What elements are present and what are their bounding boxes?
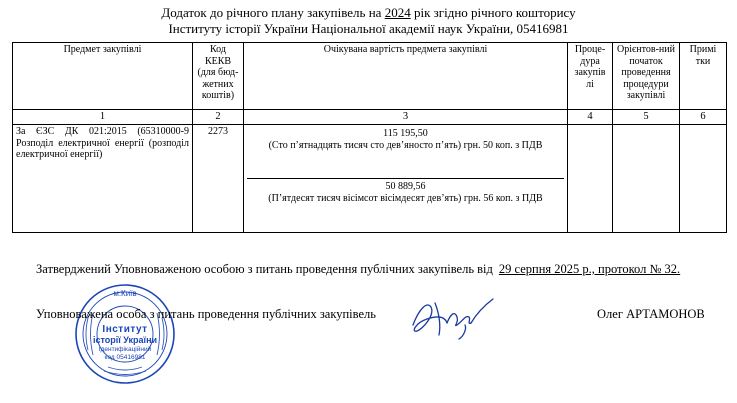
header-kekv: Код КЕКВ (для бюд-жетних коштів) bbox=[193, 43, 244, 110]
subject-cell: За ЄЗС ДК 021:2015 (65310000-9 Розподіл електричної енергії (розподіл електричної енергії) bbox=[13, 125, 193, 233]
title-prefix: Додаток до річного плану закупівель на bbox=[161, 5, 385, 20]
stamp-id-label: Ідентифікаційний bbox=[98, 346, 152, 353]
cost-entry-1 bbox=[247, 126, 564, 179]
cost-2-words: (П’ятдесят тисяч вісімсот вісімдесят дев’ять) грн. 56 коп. з ПДВ bbox=[268, 192, 543, 204]
header-subject: Предмет закупівлі bbox=[13, 43, 193, 110]
approval-date: 29 серпня 2025 р., протокол № 32. bbox=[498, 262, 681, 276]
title-year: 2024 bbox=[384, 5, 411, 20]
stamp-line-institute: Інститут bbox=[102, 324, 148, 335]
official-stamp bbox=[74, 283, 176, 385]
cost-1-amount: 115 195,50 bbox=[383, 128, 428, 139]
cost-entry-2 bbox=[247, 179, 564, 231]
stamp-line-history: історії України bbox=[92, 335, 158, 345]
title-suffix: рік згідно річного кошторису bbox=[410, 5, 576, 20]
cost-1-words: (Сто п’ятнадцять тисяч сто дев’яносто п’ять) грн. 50 коп. з ПДВ bbox=[268, 139, 543, 151]
approval-text: Затверджений Уповноваженою особою з питань проведення публічних закупівель від bbox=[36, 262, 493, 276]
start-cell bbox=[613, 125, 680, 233]
table-header-row bbox=[13, 43, 727, 110]
kekv-cell: 2273 bbox=[193, 125, 244, 233]
notes-cell bbox=[680, 125, 727, 233]
column-number: 2 bbox=[193, 110, 244, 125]
signatory-name: Олег АРТАМОНОВ bbox=[597, 307, 705, 321]
header-procedure: Проце-дура закупів лі bbox=[568, 43, 613, 110]
cost-2-amount: 50 889,56 bbox=[385, 181, 426, 192]
procurement-table bbox=[12, 42, 727, 233]
handwritten-signature-icon bbox=[405, 295, 500, 340]
column-number: 6 bbox=[680, 110, 727, 125]
cost-cell bbox=[244, 125, 568, 233]
approval-statement bbox=[36, 262, 736, 277]
column-number: 4 bbox=[568, 110, 613, 125]
document-title-line2: Інституту історії України Національної академії наук України, 05416981 bbox=[168, 21, 569, 36]
header-cost: Очікувана вартість предмета закупівлі bbox=[244, 43, 568, 110]
stamp-city: м.Київ bbox=[113, 289, 137, 298]
signatory-role: Уповноважена особа з питань проведення публічних закупівель bbox=[36, 307, 376, 321]
stamp-id-code: код 05416981 bbox=[104, 354, 146, 361]
table-row bbox=[13, 125, 727, 233]
column-number: 1 bbox=[13, 110, 193, 125]
header-start: Орієнтов-ний початок проведення процедури закупівлі bbox=[613, 43, 680, 110]
document-title-line1 bbox=[0, 5, 737, 21]
procedure-cell bbox=[568, 125, 613, 233]
column-number-row bbox=[13, 110, 727, 125]
column-number: 5 bbox=[613, 110, 680, 125]
header-notes: Примі тки bbox=[680, 43, 727, 110]
column-number: 3 bbox=[244, 110, 568, 125]
